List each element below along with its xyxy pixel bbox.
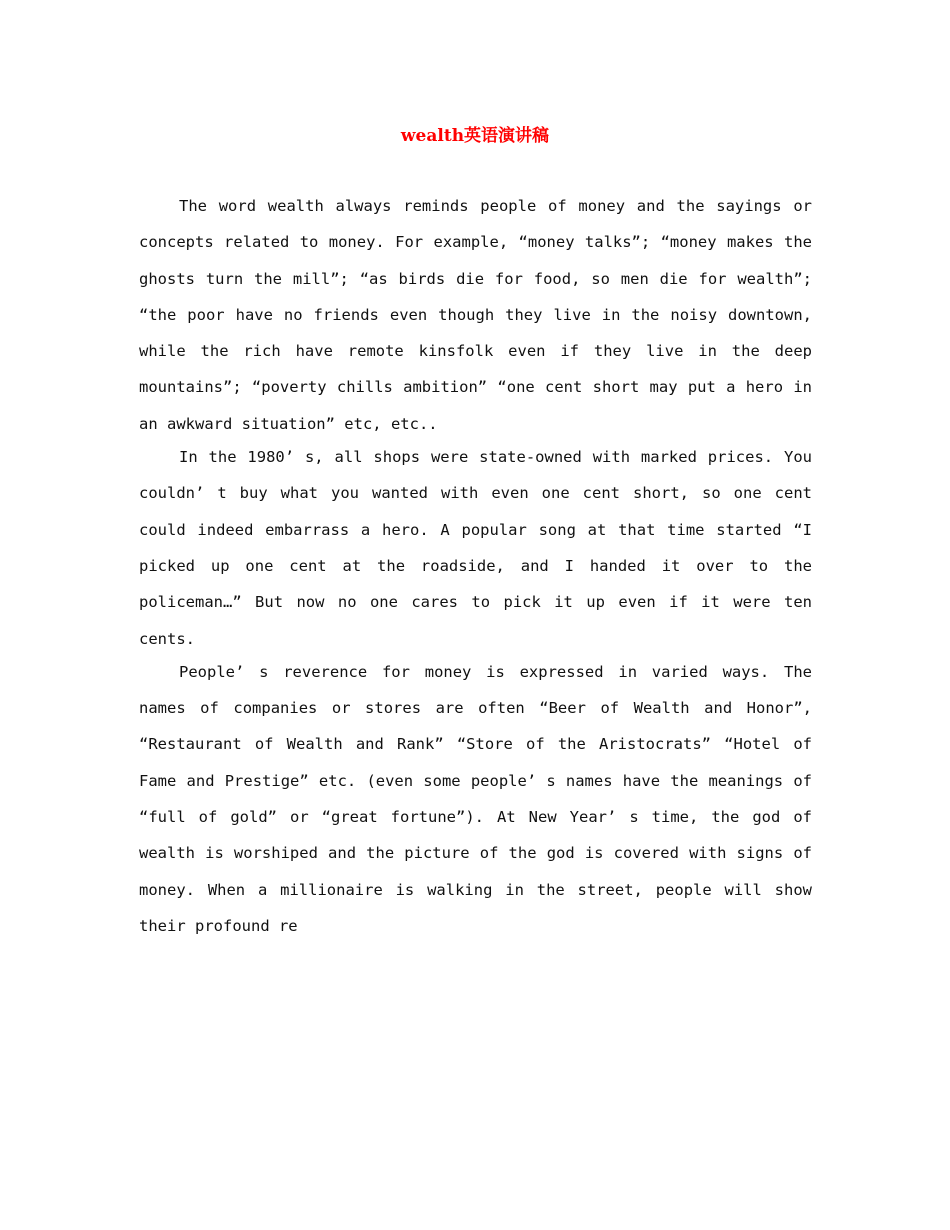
- document-title: wealth英语演讲稿: [400, 126, 550, 146]
- paragraph-2: In the 1980’ s, all shops were state-owned with marked prices. You couldn’ t buy what you wanted with even one cent short, so one cent could indeed embarrass a hero. A popular song at that time started “I picked up one cent at the roadside, and I handed it over to the policeman…” But now no one cares to pick it up even if it were ten cents.: [139, 448, 812, 648]
- paragraph-1: The word wealth always reminds people of money and the sayings or concepts related to money. For example, “money talks”; “money makes the ghosts turn the mill”; “as birds die for food, so men die for wealth”; “the poor have no friends even though they live in the noisy downtown, while the rich have remote kinsfolk even if they live in the deep mountains”; “poverty chills ambition” “one cent short may put a hero in an awkward situation” etc, etc..: [139, 197, 812, 433]
- document-body: [139, 188, 812, 941]
- paragraph-3: People’ s reverence for money is expressed in varied ways. The names of companies or stores are often “Beer of Wealth and Honor”, “Restaurant of Wealth and Rank” “Store of the Aristocrats” “Hotel of Fame and Prestige” etc. (even some people’ s names have the meanings of “full of gold” or “great fortune”). At New Year’ s time, the god of wealth is worshiped and the picture of the god is covered with signs of money. When a millionaire is walking in the street, people will show their profound re: [139, 662, 812, 935]
